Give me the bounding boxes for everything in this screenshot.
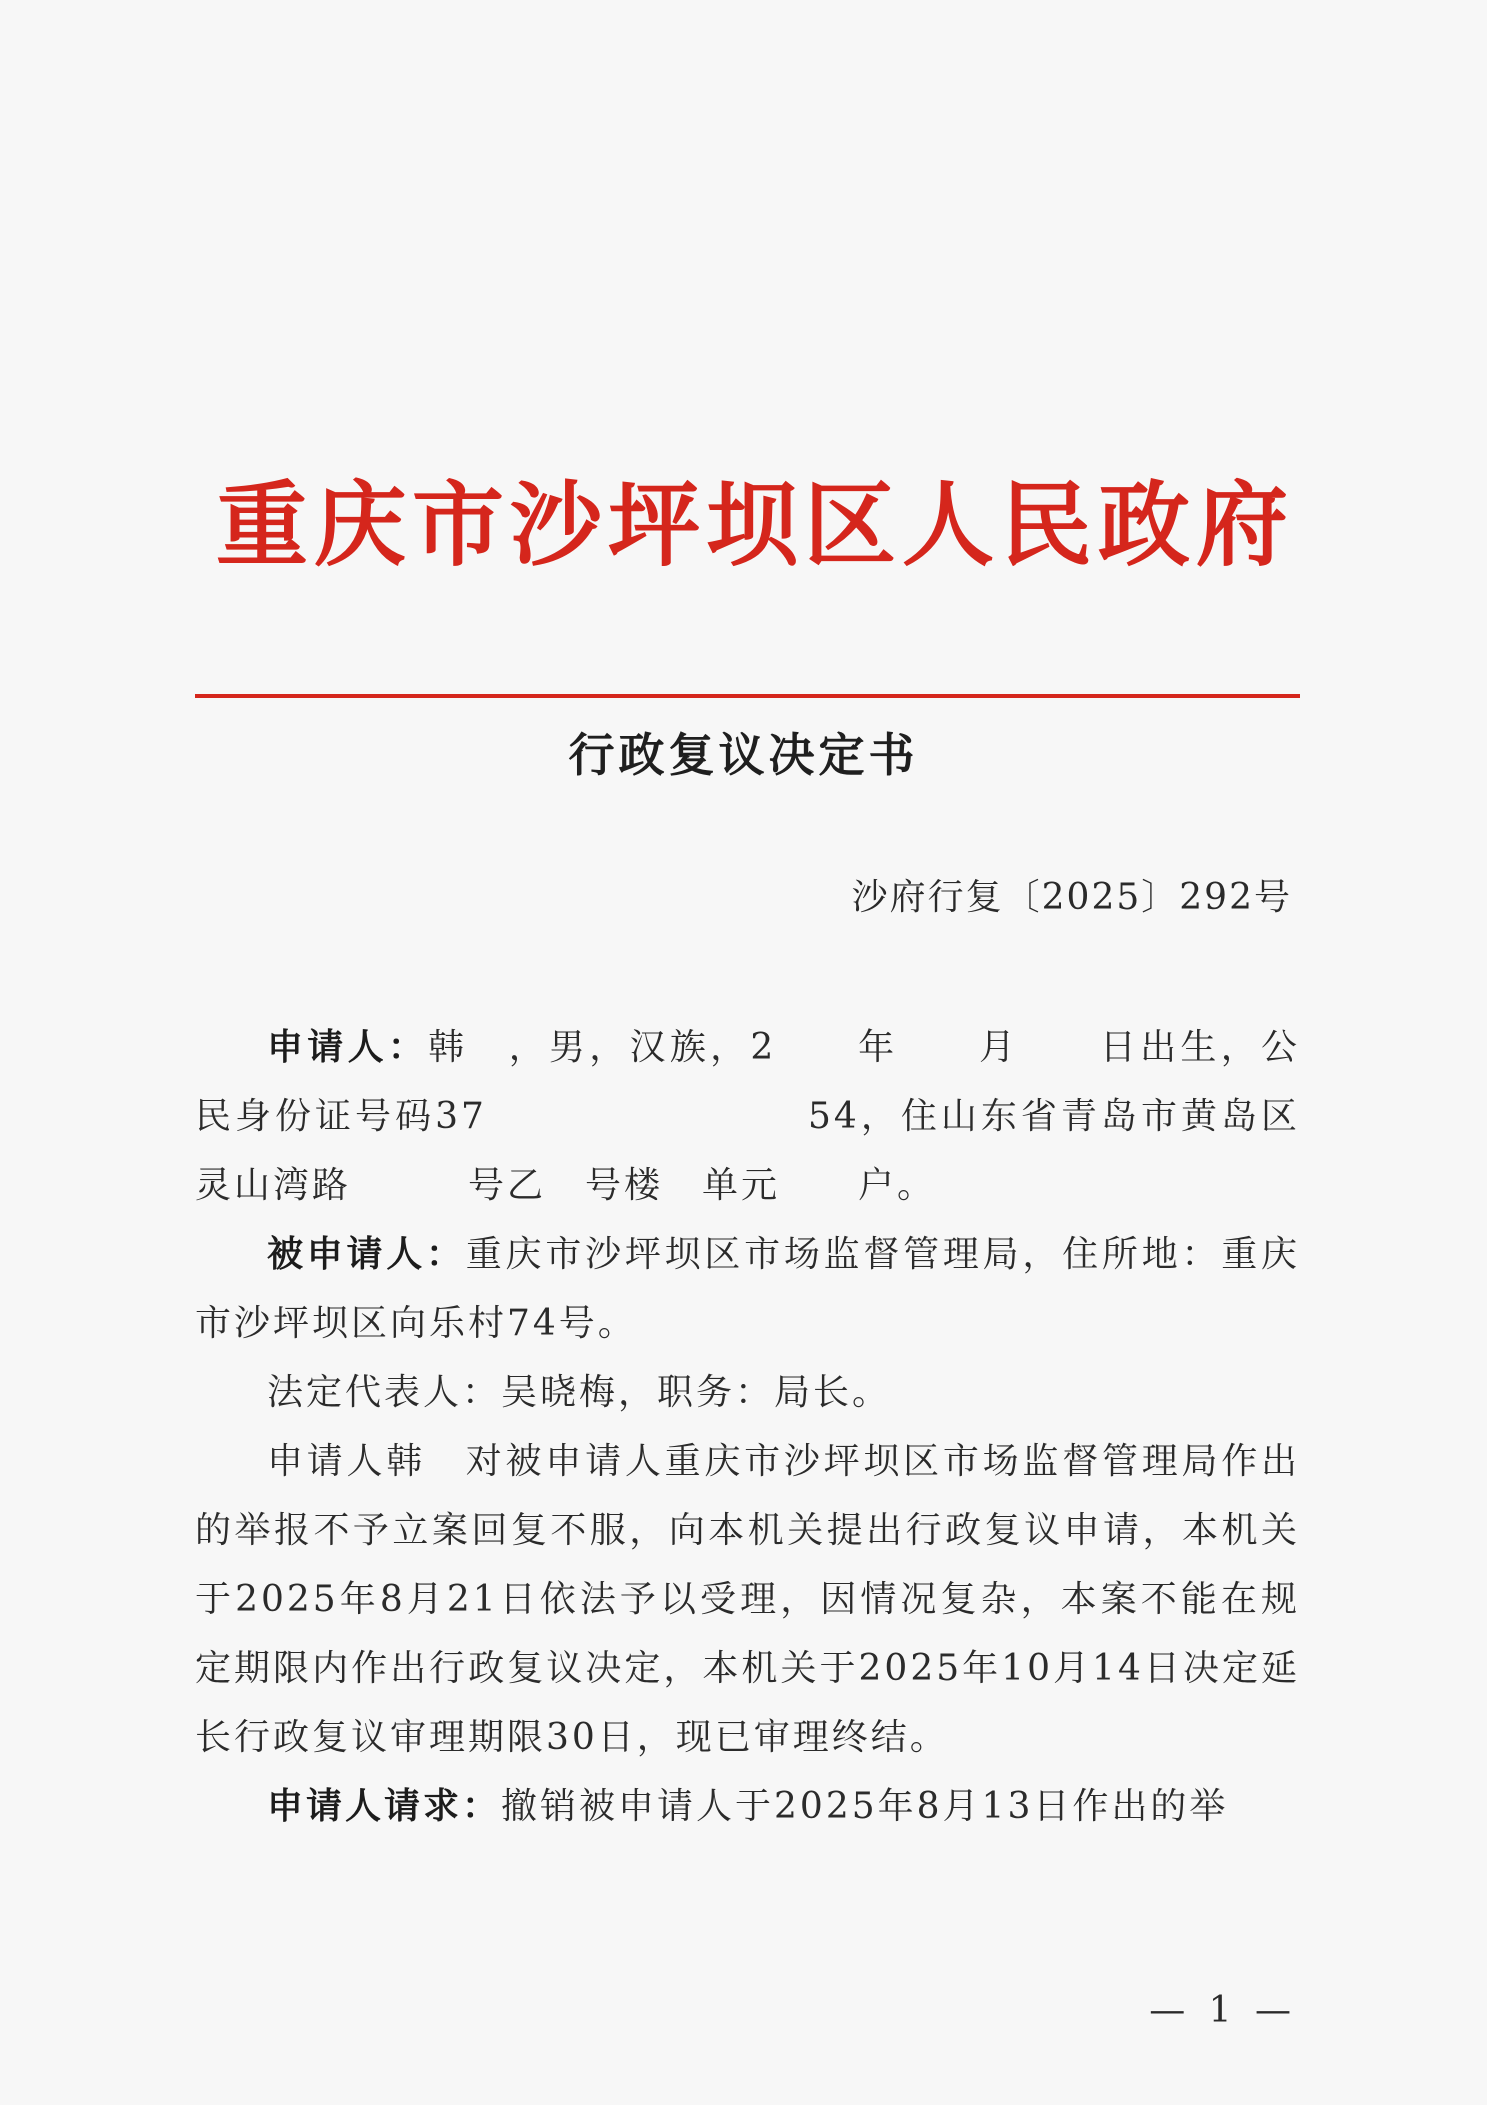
case-intro-paragraph: 申请人韩 对被申请人重庆市沙坪坝区市场监督管理局作出的举报不予立案回复不服，向本机关提出行政复议申请，本机关于2025年8月21日依法予以受理，因情况复杂，本案不能在规定期限内作出行政复议决定，本机关于2025年10月14日决定延长行政复议审理期限30日，现已审理终结。 — [195, 1441, 1300, 1758]
representative-paragraph: 法定代表人：吴晓梅，职务：局长。 — [267, 1372, 892, 1413]
respondent-paragraph — [195, 1220, 1300, 1358]
applicant-label: 申请人： — [267, 1026, 429, 1068]
respondent-label: 被申请人： — [267, 1233, 466, 1275]
document-body — [195, 1013, 1300, 1841]
bleed-through-text — [170, 260, 1290, 344]
respondent-text: 重庆市沙坪坝区市场监督管理局，住所地：重庆市沙坪坝区向乐村74号。 — [195, 1234, 1300, 1344]
applicant-text: 韩 ，男，汉族，2 年 月 日出生，公民身份证号码37 54，住山东省青岛市黄岛区灵山湾路 号乙 号楼 单元 户。 — [195, 1027, 1300, 1206]
page-number: — 1 — — [1149, 1990, 1297, 2031]
request-text: 撤销被申请人于2025年8月13日作出的举 — [501, 1786, 1229, 1827]
request-paragraph — [195, 1772, 1300, 1841]
red-divider — [195, 694, 1300, 698]
issuer-header: 重庆市沙坪坝区人民政府 — [215, 471, 1294, 579]
document-title: 行政复议决定书 — [568, 728, 919, 782]
applicant-paragraph — [195, 1013, 1300, 1220]
document-number: 沙府行复〔2025〕292号 — [851, 877, 1292, 918]
request-label: 申请人请求： — [267, 1785, 502, 1827]
